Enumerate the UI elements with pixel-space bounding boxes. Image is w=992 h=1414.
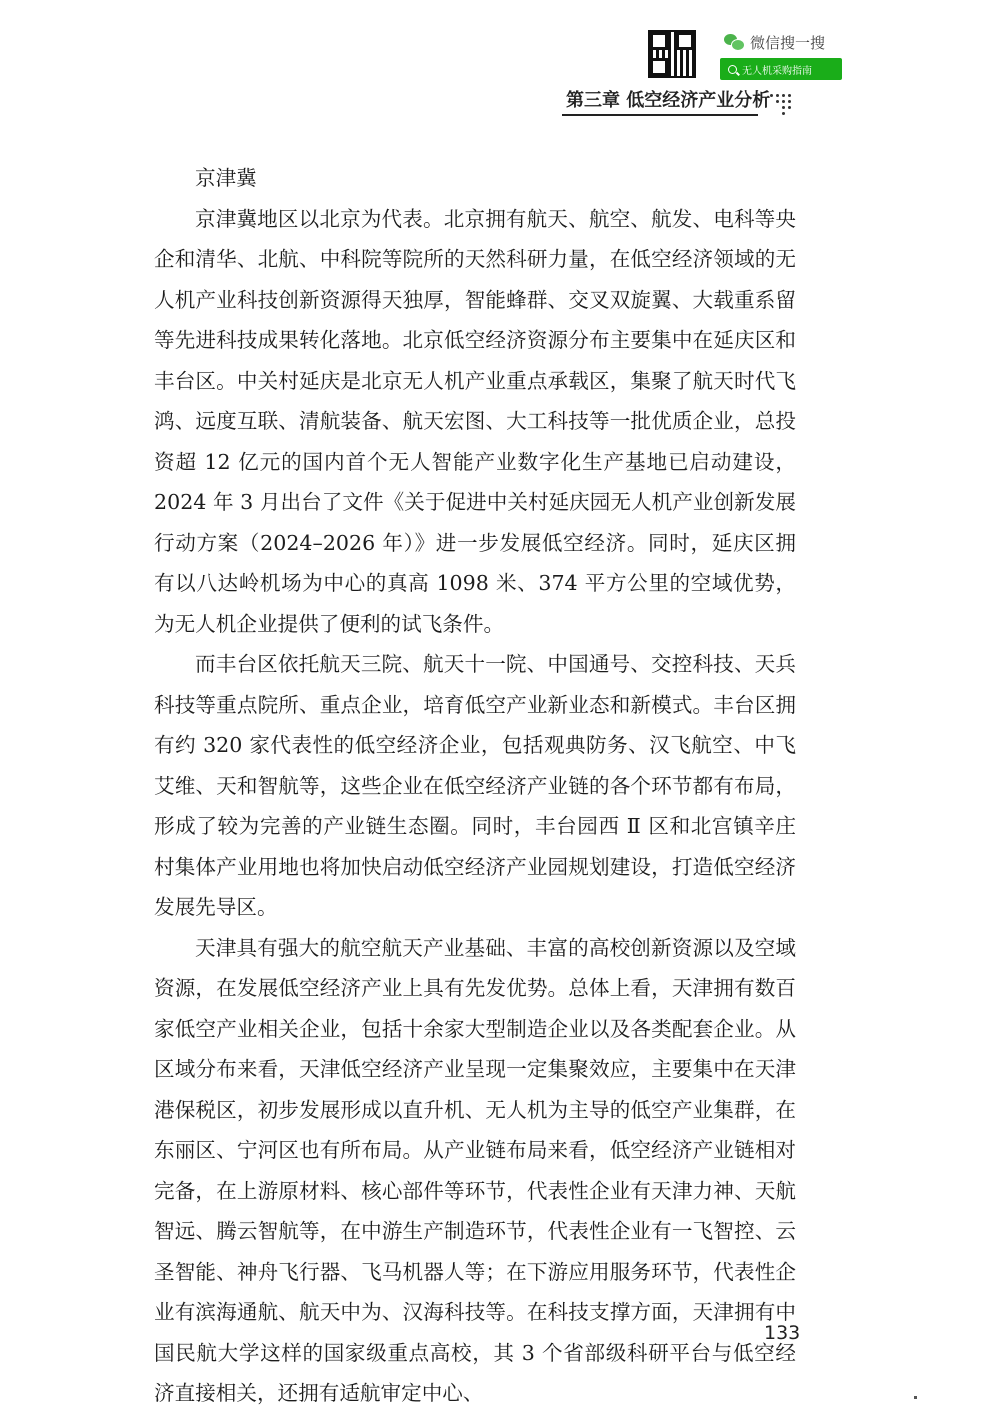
search-icon [728,65,737,74]
search-text: 无人机采购指南 [742,65,812,77]
wechat-label: 微信搜一搜 [750,33,826,52]
search-bar[interactable] [720,58,842,80]
qr-code-icon [650,32,694,76]
page-number: 133 [764,1322,801,1344]
wechat-search-label [724,31,825,53]
paragraph: 而丰台区依托航天三院、航天十一院、中国通号、交控科技、天兵科技等重点院所、重点企业，培育低空产业新业态和新模式。丰台区拥有约 320 家代表性的低空经济企业，包括观典防务、汉飞航空、中飞艾维、天和智航等，这些企业在低空经济产业链的各个环节都有布局，形成了较为完善的产业链生态圈。同时，丰台园西 Ⅱ 区和北宫镇辛庄村集体产业用地也将加快启动低空经济产业园规划建设，打造低空经济发展先导区。 [154,652,796,919]
wechat-icon [724,34,744,50]
body-text [154,158,796,1414]
section-heading: 京津冀 [195,166,257,190]
chapter-rule [562,114,758,116]
paragraph: 京津冀地区以北京为代表。北京拥有航天、航空、航发、电科等央企和清华、北航、中科院等院所的天然科研力量，在低空经济领域的无人机产业科技创新资源得天独厚，智能蜂群、交叉双旋翼、大载重系留等先进科技成果转化落地。北京低空经济资源分布主要集中在延庆区和丰台区。中关村延庆是北京无人机产业重点承载区，集聚了航天时代飞鸿、远度互联、清航装备、航天宏图、大工科技等一批优质企业，总投资超 12 亿元的国内首个无人智能产业数字化生产基地已启动建设，2024 年 3 月出台了文件《关于促进中关村延庆园无人机产业创新发展行动方案（2024–2026 年）》进一步发展低空经济。同时，延庆区拥有以八达岭机场为中心的真高 1098 米、374 平方公里的空域优势，为无人机企业提供了便利的试飞条件。 [154,206,796,636]
scan-speck [914,1396,917,1399]
chapter-title: 第三章 低空经济产业分析 [566,90,771,111]
paragraph: 天津具有强大的航空航天产业基础、丰富的高校创新资源以及空域资源，在发展低空经济产业上具有先发优势。总体上看，天津拥有数百家低空产业相关企业，包括十余家大型制造企业以及各类配套企业。从区域分布来看，天津低空经济产业呈现一定集聚效应，主要集中在天津港保税区，初步发展形成以直升机、无人机为主导的低空产业集群，在东丽区、宁河区也有所布局。从产业链布局来看，低空经济产业链相对完备，在上游原材料、核心部件等环节，代表性企业有天津力神、天航智远、腾云智航等，在中游生产制造环节，代表性企业有一飞智控、云圣智能、神舟飞行器、飞马机器人等；在下游应用服务环节，代表性企业有滨海通航、航天中为、汉海科技等。在科技支撑方面，天津拥有中国民航大学这样的国家级重点高校，其 3 个省部级科研平台与低空经济直接相关，还拥有适航审定中心、 [154,935,796,1405]
dots-ornament-icon [770,90,796,116]
